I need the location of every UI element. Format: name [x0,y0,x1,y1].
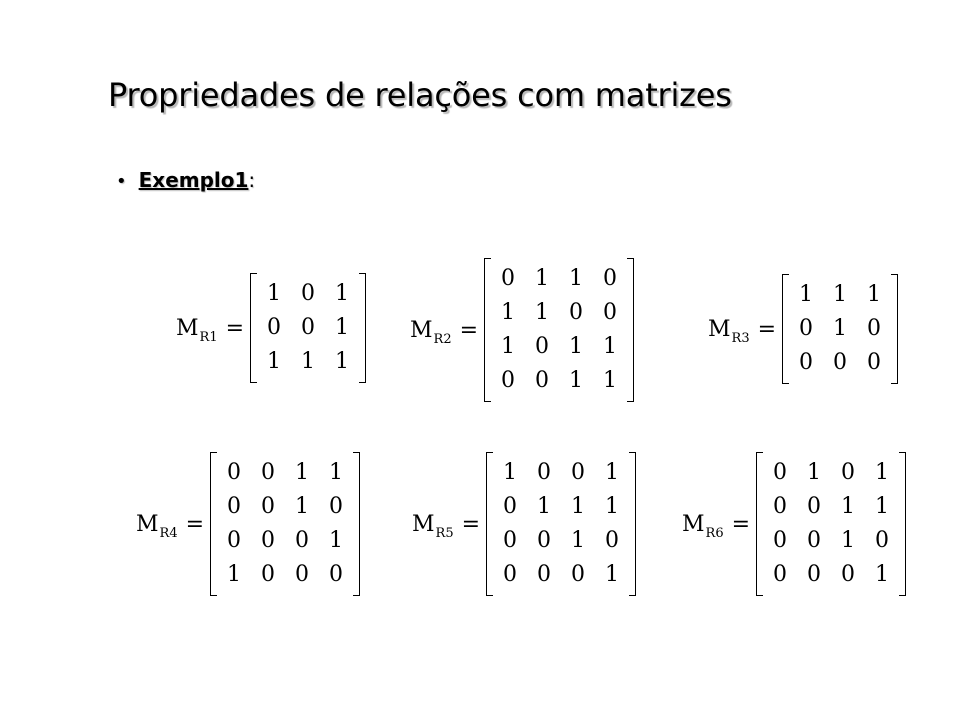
matrix-cell: 1 [603,334,618,359]
matrix-label-letter: M [412,511,435,537]
matrix-cell: 1 [875,562,890,587]
matrix-cell: 1 [267,281,282,306]
matrix-row [491,296,627,330]
matrix-label [136,511,205,541]
matrix-label-subscript: R5 [435,525,454,541]
matrix-cell: 0 [501,266,516,291]
matrix-cell: 0 [841,562,856,587]
matrix-cell: 0 [503,494,518,519]
matrix-r1 [176,273,366,383]
matrix-cell: 1 [571,494,586,519]
matrix-grid [210,452,360,596]
matrix-label-subscript: R3 [731,330,750,346]
matrix-cell: 0 [605,528,620,553]
matrix-cell: 1 [875,494,890,519]
matrix-cell: 0 [301,281,316,306]
matrix-cell: 1 [833,282,848,307]
matrix-label-subscript: R1 [199,329,218,345]
matrix-row [491,364,627,398]
matrix-label [410,317,479,347]
matrix-row [493,456,629,490]
matrix-r4 [136,452,360,596]
matrix-cell: 0 [329,562,344,587]
matrix-cell: 0 [773,562,788,587]
matrix-cell: 0 [535,334,550,359]
matrix-cell: 0 [799,316,814,341]
matrix-cell: 0 [227,528,242,553]
matrix-label [682,511,751,541]
matrix-row [491,330,627,364]
equals-sign: = [757,316,777,342]
matrix-row [257,277,359,311]
matrix-cell: 0 [833,350,848,375]
matrix-grid [756,452,906,596]
matrix-cell: 1 [501,334,516,359]
equals-sign: = [185,511,205,537]
matrix-cell: 0 [773,528,788,553]
matrix-row [217,558,353,592]
matrix-row [257,311,359,345]
matrix-cell: 1 [535,266,550,291]
matrix-row [217,524,353,558]
matrix-cell: 1 [841,494,856,519]
matrix-r6 [682,452,906,596]
matrix-cell: 0 [503,528,518,553]
matrix-cell: 1 [605,460,620,485]
matrix-cell: 0 [267,315,282,340]
matrix-cell: 1 [295,494,310,519]
matrix-cell: 0 [571,562,586,587]
matrix-cell: 0 [603,266,618,291]
matrix-cell: 0 [875,528,890,553]
matrix-r5 [412,452,636,596]
matrix-cell: 0 [807,528,822,553]
matrix-label-letter: M [708,316,731,342]
matrix-cell: 1 [569,334,584,359]
matrix-row [789,278,891,312]
matrix-cell: 1 [503,460,518,485]
matrix-cell: 1 [569,266,584,291]
matrix-grid [250,273,366,383]
matrix-cell: 0 [807,494,822,519]
matrix-cell: 0 [841,460,856,485]
matrix-row [491,262,627,296]
matrix-cell: 1 [335,349,350,374]
matrix-label [176,315,245,345]
matrix-cell: 0 [535,368,550,393]
matrix-grid [486,452,636,596]
matrix-cell: 0 [503,562,518,587]
matrix-row [763,456,899,490]
matrix-cell: 1 [875,460,890,485]
matrix-cell: 0 [773,494,788,519]
matrix-cell: 1 [301,349,316,374]
matrix-cell: 0 [295,562,310,587]
matrix-cell: 0 [603,300,618,325]
matrix-cell: 0 [227,460,242,485]
matrix-cell: 1 [841,528,856,553]
matrix-label-subscript: R4 [159,525,178,541]
matrix-cell: 1 [605,562,620,587]
matrix-cell: 1 [605,494,620,519]
bullet-suffix: : [248,168,256,192]
matrix-cell: 0 [537,528,552,553]
matrix-label-letter: M [176,315,199,341]
matrix-row [217,456,353,490]
matrix-cell: 0 [867,350,882,375]
matrix-cell: 1 [569,368,584,393]
matrix-row [763,490,899,524]
matrix-label-letter: M [410,317,433,343]
matrix-label-letter: M [682,511,705,537]
matrix-cell: 1 [267,349,282,374]
matrix-cell: 1 [833,316,848,341]
equals-sign: = [459,317,479,343]
matrix-cell: 0 [301,315,316,340]
matrix-cell: 1 [603,368,618,393]
matrix-cell: 0 [537,562,552,587]
matrix-cell: 0 [261,528,276,553]
matrix-cell: 0 [807,562,822,587]
matrix-cell: 1 [335,281,350,306]
matrix-grid [782,274,898,384]
matrix-cell: 0 [261,460,276,485]
matrix-label [708,316,777,346]
matrix-row [763,524,899,558]
matrix-cell: 0 [501,368,516,393]
matrix-row [493,558,629,592]
matrix-grid [484,258,634,402]
matrix-cell: 0 [295,528,310,553]
matrix-cell: 1 [799,282,814,307]
matrix-r2 [410,258,634,402]
matrix-r3 [708,274,898,384]
matrix-label [412,511,481,541]
equals-sign: = [731,511,751,537]
bullet-dot: • [116,171,127,192]
matrix-row [493,490,629,524]
matrix-cell: 1 [227,562,242,587]
matrix-cell: 1 [537,494,552,519]
matrix-label-subscript: R2 [433,331,452,347]
matrix-cell: 1 [571,528,586,553]
matrix-cell: 1 [295,460,310,485]
slide-title: Propriedades de relações com matrizes [108,76,732,114]
matrix-cell: 1 [501,300,516,325]
matrix-label-subscript: R6 [705,525,724,541]
matrix-cell: 1 [807,460,822,485]
matrix-row [789,346,891,380]
matrix-row [257,345,359,379]
matrix-cell: 1 [329,460,344,485]
matrix-row [763,558,899,592]
matrix-cell: 1 [867,282,882,307]
matrix-row [789,312,891,346]
matrix-row [493,524,629,558]
bullet-item [116,168,255,192]
matrix-cell: 0 [329,494,344,519]
matrix-cell: 1 [535,300,550,325]
bullet-label: Exemplo1 [138,168,249,192]
matrix-cell: 0 [261,562,276,587]
matrix-cell: 0 [227,494,242,519]
matrix-cell: 0 [799,350,814,375]
matrix-cell: 1 [329,528,344,553]
matrix-cell: 0 [261,494,276,519]
matrix-cell: 0 [571,460,586,485]
matrix-cell: 0 [867,316,882,341]
matrix-cell: 1 [335,315,350,340]
matrix-label-letter: M [136,511,159,537]
matrix-row [217,490,353,524]
equals-sign: = [225,315,245,341]
equals-sign: = [461,511,481,537]
matrix-cell: 0 [569,300,584,325]
matrix-cell: 0 [773,460,788,485]
matrix-cell: 0 [537,460,552,485]
